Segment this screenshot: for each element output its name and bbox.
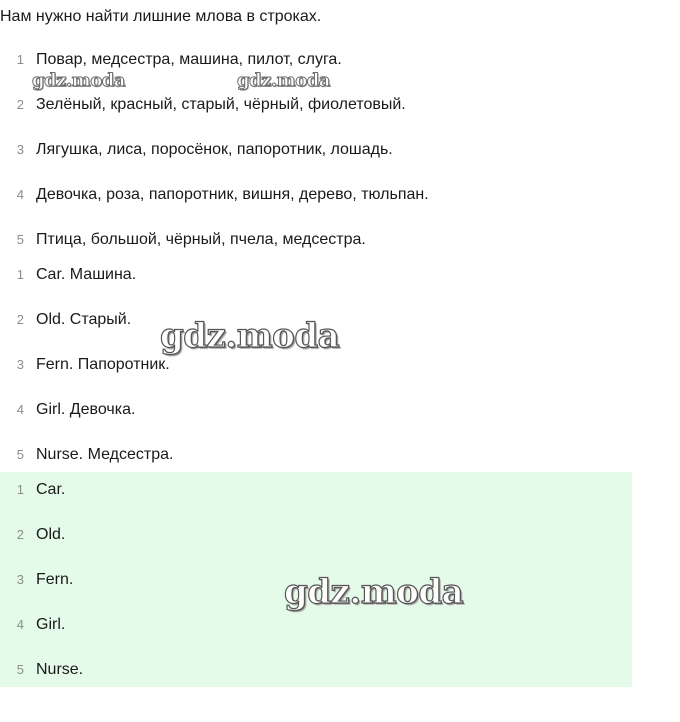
line-number: 2: [16, 312, 24, 327]
line-text: Девочка, роза, папоротник, вишня, дерево, тюльпан.: [36, 186, 429, 203]
line-text: Nurse. Медсестра.: [36, 446, 174, 463]
list-a-item-4: [0, 185, 632, 207]
line-number: 4: [16, 617, 24, 632]
line-text: Car.: [36, 481, 66, 498]
list-b-item-3: [0, 355, 632, 377]
list-c-item-4: [0, 615, 632, 637]
line-number: 3: [16, 142, 24, 157]
line-text: Fern.: [36, 571, 74, 588]
line-number: 4: [16, 187, 24, 202]
watermark: gdz.moda: [284, 572, 464, 612]
line-text: Old.: [36, 526, 66, 543]
line-text: Nurse.: [36, 661, 84, 678]
watermark: gdz.moda: [237, 70, 330, 91]
line-text: Повар, медсестра, машина, пилот, слуга.: [36, 51, 342, 68]
list-a-item-5: [0, 230, 632, 252]
list-c-item-5: [0, 660, 632, 682]
list-c-item-2: [0, 525, 632, 547]
line-number: 5: [16, 232, 24, 247]
line-number: 3: [16, 357, 24, 372]
line-text: Fern. Папоротник.: [36, 356, 170, 373]
line-number: 5: [16, 447, 24, 462]
line-text: Girl. Девочка.: [36, 401, 136, 418]
line-number: 1: [16, 52, 24, 67]
line-number: 5: [16, 662, 24, 677]
watermark: gdz.moda: [160, 316, 340, 356]
line-text: Зелёный, красный, старый, чёрный, фиолетовый.: [36, 96, 406, 113]
list-a-item-3: [0, 140, 632, 162]
line-text: Car. Машина.: [36, 266, 137, 283]
list-b-item-4: [0, 400, 632, 422]
list-b-item-1: [0, 265, 632, 287]
line-text: Old. Старый.: [36, 311, 132, 328]
line-number: 2: [16, 527, 24, 542]
line-text: Girl.: [36, 616, 66, 633]
list-a-item-1: [0, 50, 632, 72]
line-text: Лягушка, лиса, поросёнок, папоротник, лошадь.: [36, 141, 393, 158]
line-number: 3: [16, 572, 24, 587]
line-text: Птица, большой, чёрный, пчела, медсестра.: [36, 231, 366, 248]
list-b-item-5: [0, 445, 632, 467]
watermark: gdz.moda: [32, 70, 125, 91]
intro-text: Нам нужно найти лишние млова в строках.: [0, 8, 322, 25]
line-number: 1: [16, 267, 24, 282]
line-number: 4: [16, 402, 24, 417]
list-c-item-1: [0, 480, 632, 502]
line-number: 1: [16, 482, 24, 497]
list-a-item-2: [0, 95, 632, 117]
line-number: 2: [16, 97, 24, 112]
